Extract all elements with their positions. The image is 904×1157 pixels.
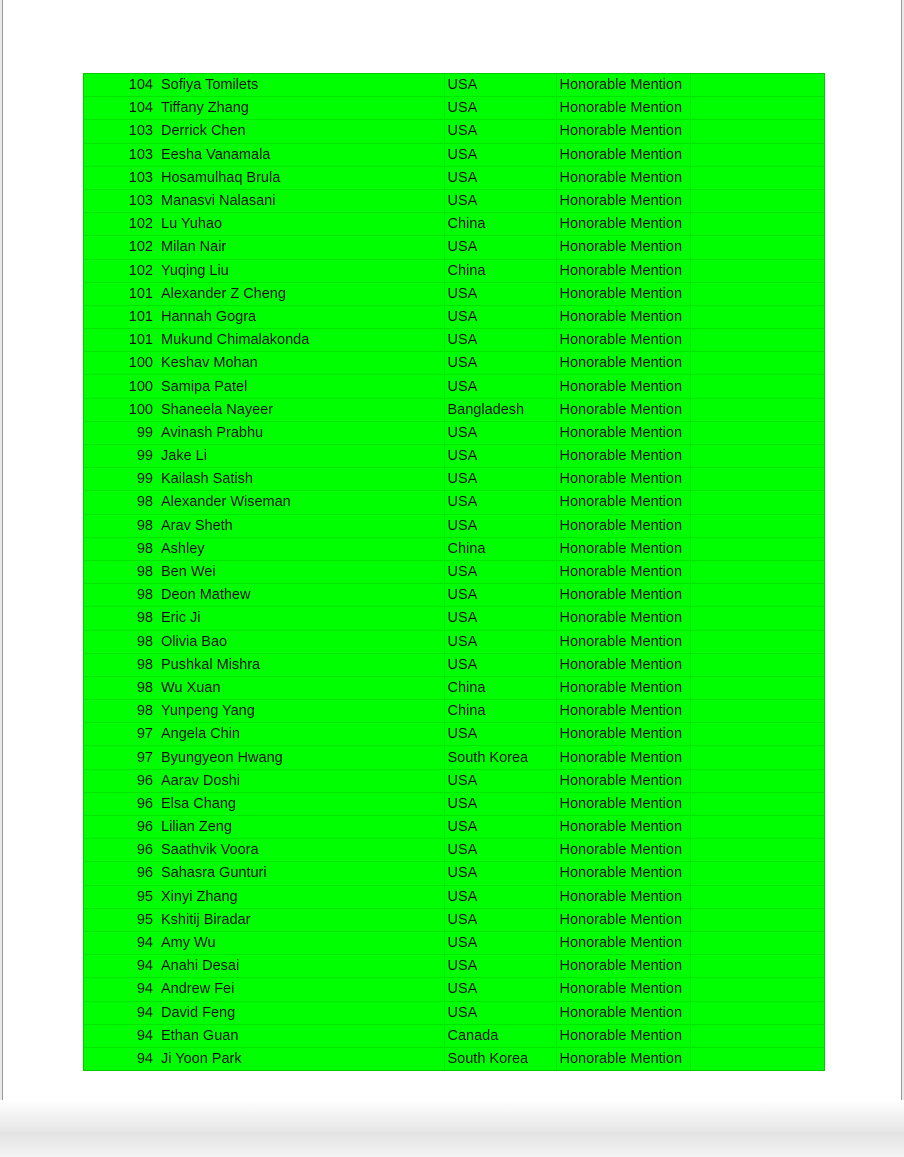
country-cell: USA xyxy=(444,514,556,537)
empty-cell xyxy=(690,746,824,769)
country-cell: USA xyxy=(444,468,556,491)
award-cell: Honorable Mention xyxy=(556,792,690,815)
empty-cell xyxy=(690,839,824,862)
award-cell: Honorable Mention xyxy=(556,769,690,792)
empty-cell xyxy=(690,421,824,444)
score-cell: 103 xyxy=(84,189,159,212)
table-row xyxy=(84,398,824,421)
name-cell: Ashley xyxy=(159,537,444,560)
award-cell: Honorable Mention xyxy=(556,1024,690,1047)
country-cell: USA xyxy=(444,607,556,630)
name-cell: Manasvi Nalasani xyxy=(159,189,444,212)
award-cell: Honorable Mention xyxy=(556,676,690,699)
score-cell: 96 xyxy=(84,769,159,792)
table-row xyxy=(84,305,824,328)
award-cell: Honorable Mention xyxy=(556,978,690,1001)
table-row xyxy=(84,700,824,723)
score-cell: 102 xyxy=(84,259,159,282)
name-cell: Kailash Satish xyxy=(159,468,444,491)
table-row xyxy=(84,584,824,607)
empty-cell xyxy=(690,120,824,143)
score-cell: 98 xyxy=(84,700,159,723)
name-cell: Ji Yoon Park xyxy=(159,1047,444,1070)
name-cell: Anahi Desai xyxy=(159,955,444,978)
award-cell: Honorable Mention xyxy=(556,630,690,653)
country-cell: South Korea xyxy=(444,1047,556,1070)
score-cell: 100 xyxy=(84,352,159,375)
award-cell: Honorable Mention xyxy=(556,375,690,398)
country-cell: USA xyxy=(444,329,556,352)
name-cell: Hannah Gogra xyxy=(159,305,444,328)
empty-cell xyxy=(690,978,824,1001)
table-row xyxy=(84,607,824,630)
country-cell: USA xyxy=(444,560,556,583)
name-cell: Xinyi Zhang xyxy=(159,885,444,908)
award-cell: Honorable Mention xyxy=(556,955,690,978)
table-row xyxy=(84,1001,824,1024)
table-row xyxy=(84,630,824,653)
score-cell: 96 xyxy=(84,816,159,839)
award-cell: Honorable Mention xyxy=(556,746,690,769)
name-cell: Sahasra Gunturi xyxy=(159,862,444,885)
name-cell: Alexander Z Cheng xyxy=(159,282,444,305)
score-cell: 94 xyxy=(84,931,159,954)
country-cell: USA xyxy=(444,375,556,398)
table-row xyxy=(84,120,824,143)
country-cell: USA xyxy=(444,792,556,815)
table-row xyxy=(84,978,824,1001)
name-cell: Eric Ji xyxy=(159,607,444,630)
award-cell: Honorable Mention xyxy=(556,166,690,189)
empty-cell xyxy=(690,352,824,375)
country-cell: USA xyxy=(444,862,556,885)
table-row xyxy=(84,282,824,305)
award-cell: Honorable Mention xyxy=(556,700,690,723)
table-row xyxy=(84,653,824,676)
empty-cell xyxy=(690,676,824,699)
award-cell: Honorable Mention xyxy=(556,213,690,236)
award-cell: Honorable Mention xyxy=(556,97,690,120)
table-row xyxy=(84,445,824,468)
empty-cell xyxy=(690,514,824,537)
table-row xyxy=(84,816,824,839)
name-cell: Ben Wei xyxy=(159,560,444,583)
empty-cell xyxy=(690,931,824,954)
empty-cell xyxy=(690,885,824,908)
score-cell: 98 xyxy=(84,607,159,630)
score-cell: 94 xyxy=(84,1001,159,1024)
empty-cell xyxy=(690,189,824,212)
award-cell: Honorable Mention xyxy=(556,885,690,908)
score-cell: 94 xyxy=(84,978,159,1001)
empty-cell xyxy=(690,375,824,398)
score-cell: 99 xyxy=(84,468,159,491)
table-row xyxy=(84,352,824,375)
score-cell: 104 xyxy=(84,97,159,120)
country-cell: USA xyxy=(444,282,556,305)
country-cell: China xyxy=(444,537,556,560)
name-cell: Saathvik Voora xyxy=(159,839,444,862)
empty-cell xyxy=(690,236,824,259)
empty-cell xyxy=(690,955,824,978)
name-cell: Yunpeng Yang xyxy=(159,700,444,723)
empty-cell xyxy=(690,1047,824,1070)
results-table-body xyxy=(84,74,824,1070)
table-row xyxy=(84,514,824,537)
name-cell: Shaneela Nayeer xyxy=(159,398,444,421)
name-cell: Lu Yuhao xyxy=(159,213,444,236)
country-cell: USA xyxy=(444,816,556,839)
award-cell: Honorable Mention xyxy=(556,305,690,328)
award-cell: Honorable Mention xyxy=(556,421,690,444)
empty-cell xyxy=(690,862,824,885)
empty-cell xyxy=(690,1024,824,1047)
empty-cell xyxy=(690,97,824,120)
empty-cell xyxy=(690,584,824,607)
score-cell: 98 xyxy=(84,560,159,583)
country-cell: USA xyxy=(444,885,556,908)
name-cell: Keshav Mohan xyxy=(159,352,444,375)
table-row xyxy=(84,1024,824,1047)
name-cell: Ethan Guan xyxy=(159,1024,444,1047)
score-cell: 98 xyxy=(84,537,159,560)
country-cell: USA xyxy=(444,97,556,120)
country-cell: USA xyxy=(444,584,556,607)
country-cell: USA xyxy=(444,769,556,792)
award-cell: Honorable Mention xyxy=(556,908,690,931)
empty-cell xyxy=(690,537,824,560)
award-cell: Honorable Mention xyxy=(556,143,690,166)
country-cell: USA xyxy=(444,491,556,514)
table-row xyxy=(84,375,824,398)
score-cell: 94 xyxy=(84,1024,159,1047)
award-cell: Honorable Mention xyxy=(556,236,690,259)
table-row xyxy=(84,560,824,583)
award-cell: Honorable Mention xyxy=(556,259,690,282)
empty-cell xyxy=(690,700,824,723)
name-cell: Samipa Patel xyxy=(159,375,444,398)
table-row xyxy=(84,862,824,885)
score-cell: 98 xyxy=(84,491,159,514)
country-cell: USA xyxy=(444,653,556,676)
name-cell: Hosamulhaq Brula xyxy=(159,166,444,189)
name-cell: Eesha Vanamala xyxy=(159,143,444,166)
page-bottom-shadow xyxy=(0,1100,904,1157)
empty-cell xyxy=(690,259,824,282)
country-cell: USA xyxy=(444,931,556,954)
empty-cell xyxy=(690,468,824,491)
name-cell: Jake Li xyxy=(159,445,444,468)
country-cell: Bangladesh xyxy=(444,398,556,421)
table-row xyxy=(84,723,824,746)
name-cell: Kshitij Biradar xyxy=(159,908,444,931)
results-table xyxy=(84,74,824,1070)
table-row xyxy=(84,839,824,862)
country-cell: USA xyxy=(444,236,556,259)
empty-cell xyxy=(690,908,824,931)
table-row xyxy=(84,189,824,212)
country-cell: China xyxy=(444,676,556,699)
country-cell: USA xyxy=(444,189,556,212)
award-cell: Honorable Mention xyxy=(556,282,690,305)
country-cell: USA xyxy=(444,305,556,328)
empty-cell xyxy=(690,792,824,815)
score-cell: 103 xyxy=(84,166,159,189)
table-row xyxy=(84,421,824,444)
empty-cell xyxy=(690,143,824,166)
name-cell: Lilian Zeng xyxy=(159,816,444,839)
score-cell: 99 xyxy=(84,445,159,468)
award-cell: Honorable Mention xyxy=(556,514,690,537)
name-cell: Elsa Chang xyxy=(159,792,444,815)
table-row xyxy=(84,74,824,97)
empty-cell xyxy=(690,653,824,676)
name-cell: Deon Mathew xyxy=(159,584,444,607)
empty-cell xyxy=(690,398,824,421)
empty-cell xyxy=(690,769,824,792)
empty-cell xyxy=(690,560,824,583)
score-cell: 94 xyxy=(136,1050,153,1067)
document-page xyxy=(2,0,902,1120)
score-cell: 96 xyxy=(84,839,159,862)
award-cell: Honorable Mention xyxy=(556,723,690,746)
score-cell: 97 xyxy=(84,723,159,746)
name-cell: Yuqing Liu xyxy=(159,259,444,282)
empty-cell xyxy=(690,630,824,653)
award-cell: Honorable Mention xyxy=(556,931,690,954)
table-row xyxy=(84,329,824,352)
country-cell: USA xyxy=(444,445,556,468)
award-cell: Honorable Mention xyxy=(556,120,690,143)
award-cell: Honorable Mention xyxy=(556,491,690,514)
empty-cell xyxy=(690,329,824,352)
score-cell: 100 xyxy=(84,375,159,398)
score-cell: 95 xyxy=(84,885,159,908)
country-cell: China xyxy=(444,700,556,723)
empty-cell xyxy=(690,305,824,328)
country-cell: USA xyxy=(444,723,556,746)
name-cell: Amy Wu xyxy=(159,931,444,954)
country-cell: USA xyxy=(444,143,556,166)
country-cell: USA xyxy=(444,630,556,653)
table-row xyxy=(84,746,824,769)
name-cell: Avinash Prabhu xyxy=(159,421,444,444)
country-cell: China xyxy=(444,213,556,236)
empty-cell xyxy=(690,445,824,468)
table-row xyxy=(84,792,824,815)
country-cell: Canada xyxy=(444,1024,556,1047)
award-cell: Honorable Mention xyxy=(556,839,690,862)
score-cell: 103 xyxy=(84,120,159,143)
country-cell: USA xyxy=(444,839,556,862)
country-cell: USA xyxy=(444,978,556,1001)
table-row xyxy=(84,769,824,792)
table-row xyxy=(84,491,824,514)
score-cell: 94 xyxy=(84,955,159,978)
table-row xyxy=(84,236,824,259)
score-cell: 98 xyxy=(84,584,159,607)
country-cell: USA xyxy=(444,1001,556,1024)
name-cell: Tiffany Zhang xyxy=(159,97,444,120)
award-cell: Honorable Mention xyxy=(556,189,690,212)
empty-cell xyxy=(690,816,824,839)
table-row xyxy=(84,885,824,908)
award-cell: Honorable Mention xyxy=(556,468,690,491)
empty-cell xyxy=(690,74,824,97)
empty-cell xyxy=(690,1001,824,1024)
score-cell: 96 xyxy=(84,792,159,815)
name-cell: Olivia Bao xyxy=(159,630,444,653)
name-cell: Mukund Chimalakonda xyxy=(159,329,444,352)
empty-cell xyxy=(690,491,824,514)
score-cell: 98 xyxy=(84,676,159,699)
score-cell: 103 xyxy=(84,143,159,166)
name-cell: Pushkal Mishra xyxy=(159,653,444,676)
empty-cell xyxy=(690,282,824,305)
country-cell: USA xyxy=(444,352,556,375)
award-cell: Honorable Mention xyxy=(556,560,690,583)
table-row xyxy=(84,908,824,931)
table-row xyxy=(84,97,824,120)
score-cell: 101 xyxy=(84,329,159,352)
award-cell: Honorable Mention xyxy=(556,445,690,468)
award-cell: Honorable Mention xyxy=(556,352,690,375)
award-cell: Honorable Mention xyxy=(556,1047,690,1070)
country-cell: USA xyxy=(444,120,556,143)
score-cell: 100 xyxy=(84,398,159,421)
name-cell: David Feng xyxy=(159,1001,444,1024)
award-cell: Honorable Mention xyxy=(556,537,690,560)
award-cell: Honorable Mention xyxy=(556,816,690,839)
country-cell: USA xyxy=(444,166,556,189)
award-cell: Honorable Mention xyxy=(556,74,690,97)
country-cell: USA xyxy=(444,908,556,931)
award-cell: Honorable Mention xyxy=(556,607,690,630)
name-cell: Milan Nair xyxy=(159,236,444,259)
table-row xyxy=(84,468,824,491)
score-cell: 98 xyxy=(84,630,159,653)
table-row xyxy=(84,931,824,954)
score-cell: 97 xyxy=(84,746,159,769)
table-row xyxy=(84,537,824,560)
empty-cell xyxy=(690,607,824,630)
score-cell: 101 xyxy=(84,305,159,328)
award-cell: Honorable Mention xyxy=(556,329,690,352)
name-cell: Angela Chin xyxy=(159,723,444,746)
table-row xyxy=(84,955,824,978)
table-row xyxy=(84,166,824,189)
name-cell: Sofiya Tomilets xyxy=(159,74,444,97)
name-cell: Aarav Doshi xyxy=(159,769,444,792)
table-row xyxy=(84,213,824,236)
table-row xyxy=(84,1047,824,1070)
name-cell: Wu Xuan xyxy=(159,676,444,699)
empty-cell xyxy=(690,213,824,236)
award-cell: Honorable Mention xyxy=(556,653,690,676)
score-cell: 101 xyxy=(84,282,159,305)
score-cell: 102 xyxy=(84,213,159,236)
country-cell: USA xyxy=(444,955,556,978)
country-cell: China xyxy=(444,259,556,282)
name-cell: Andrew Fei xyxy=(159,978,444,1001)
score-cell: 102 xyxy=(84,236,159,259)
empty-cell xyxy=(690,723,824,746)
score-cell: 96 xyxy=(84,862,159,885)
score-cell: 98 xyxy=(84,653,159,676)
table-row xyxy=(84,259,824,282)
score-cell: 104 xyxy=(84,74,159,97)
country-cell: USA xyxy=(444,74,556,97)
award-cell: Honorable Mention xyxy=(556,398,690,421)
empty-cell xyxy=(690,166,824,189)
award-cell: Honorable Mention xyxy=(556,862,690,885)
country-cell: USA xyxy=(444,421,556,444)
name-cell: Byungyeon Hwang xyxy=(159,746,444,769)
name-cell: Derrick Chen xyxy=(159,120,444,143)
score-cell: 98 xyxy=(84,514,159,537)
table-row xyxy=(84,676,824,699)
table-row xyxy=(84,143,824,166)
country-cell: South Korea xyxy=(444,746,556,769)
score-cell: 99 xyxy=(84,421,159,444)
award-cell: Honorable Mention xyxy=(556,584,690,607)
award-cell: Honorable Mention xyxy=(556,1001,690,1024)
score-cell: 95 xyxy=(84,908,159,931)
name-cell: Alexander Wiseman xyxy=(159,491,444,514)
name-cell: Arav Sheth xyxy=(159,514,444,537)
